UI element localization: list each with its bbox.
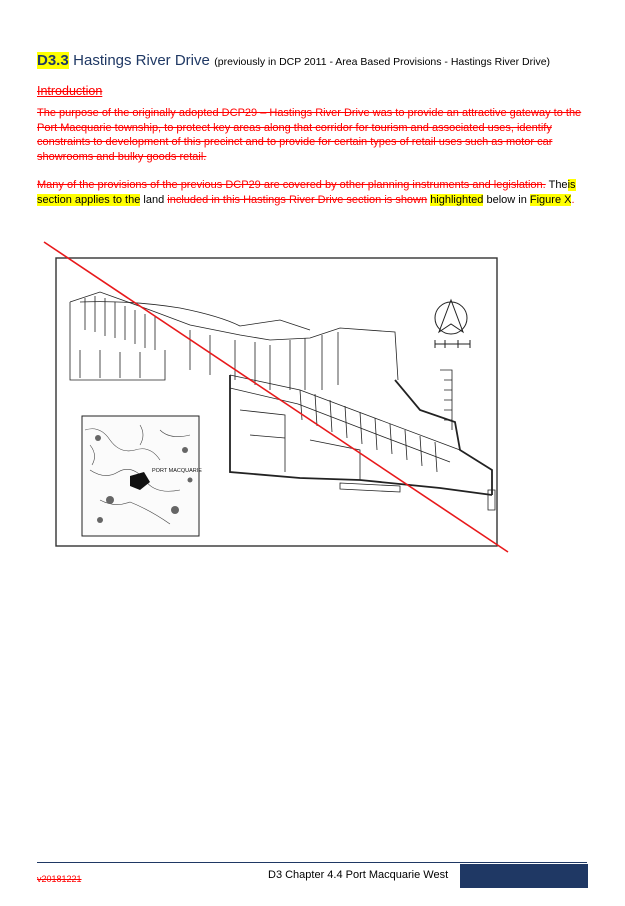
footer-version: v20181221 <box>37 874 82 884</box>
struck-text-b: included in this Hastings River Drive section is shown <box>167 193 428 206</box>
text-section-hl: section applies to the <box>37 193 141 206</box>
footer-color-block <box>460 864 588 888</box>
text-the: The <box>548 179 568 191</box>
paragraph-applies <box>37 178 597 207</box>
section-heading <box>37 52 550 70</box>
text-is-hl: is <box>567 179 576 191</box>
map-svg <box>40 240 512 555</box>
text-land: land <box>143 193 165 206</box>
text-below-in: below in <box>486 193 527 206</box>
footer-divider <box>37 862 587 863</box>
paragraph-purpose: The purpose of the originally adopted DCP29 – Hastings River Drive was to provide an attractive gateway to the Port Macquarie township, to protect key areas along that corridor for tourism and associated uses, identify constraints to development of this precinct and to provide for certain types of retail uses such as motor car showrooms and bulky goods retail. <box>37 107 582 163</box>
inset-label: PORT MACQUARIE <box>152 468 202 474</box>
inset-map <box>82 416 202 536</box>
section-title: Hastings River Drive <box>73 52 210 69</box>
section-subtitle: (previously in DCP 2011 - Area Based Provisions - Hastings River Drive) <box>214 56 551 68</box>
figure-reference: Figure X <box>529 193 572 206</box>
footer-chapter: D3 Chapter 4.4 Port Macquarie West <box>268 869 449 881</box>
text-highlighted-hl: highlighted <box>430 193 484 206</box>
struck-text-a: Many of the provisions of the previous DCP29 are covered by other planning instruments and legislation. <box>37 179 546 191</box>
section-code: D3.3 <box>37 52 69 69</box>
introduction-heading: Introduction <box>37 84 103 98</box>
text-period: . <box>571 193 575 206</box>
map-figure <box>40 240 512 555</box>
